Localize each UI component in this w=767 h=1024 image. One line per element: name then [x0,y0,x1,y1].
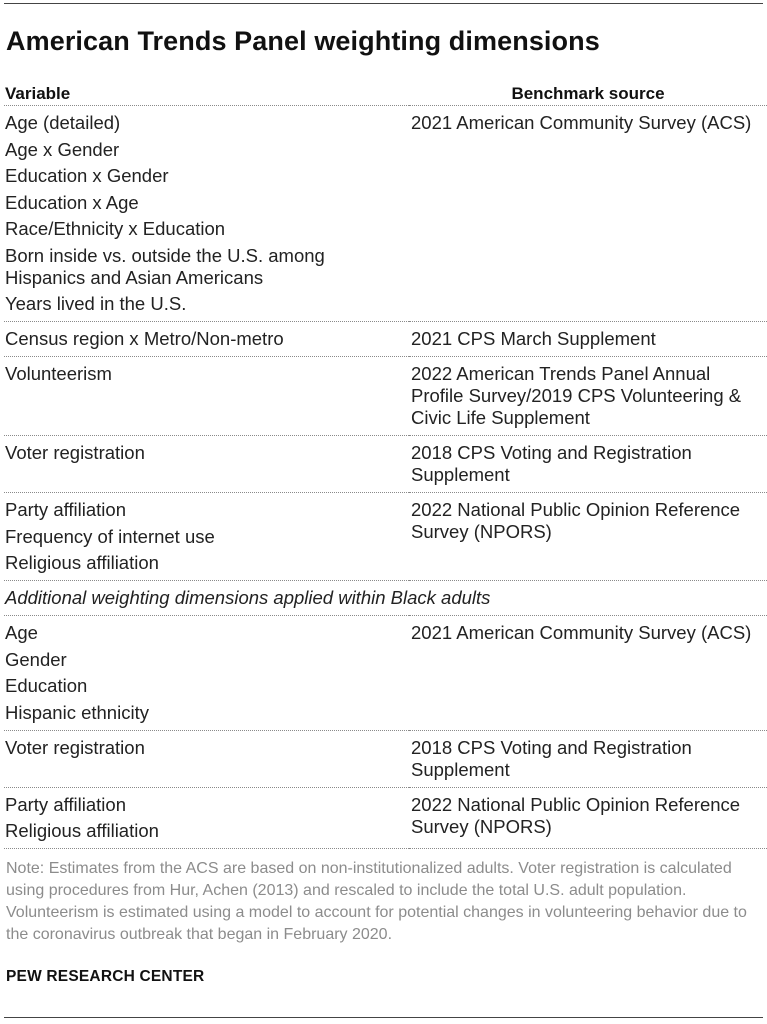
variable-item: Education x Age [5,191,139,213]
variable-item: Party affiliation [5,793,126,815]
table-row [4,616,767,731]
variable-item: Age x Gender [5,138,120,160]
top-rule [4,3,763,4]
source-credit: PEW RESEARCH CENTER [6,968,205,985]
section-label-row [4,581,767,616]
benchmark-cell: 2022 National Public Opinion Reference Survey (NPORS) [409,493,767,581]
note-text: Note: Estimates from the ACS are based on non-institutionalized adults. Voter registration is calculated using procedures from Hur, Achen (2013) and rescaled to include the total U.S. adult population. Volunteerism is estimated using a model to account for potential changes in volunteering behavior due to the coronavirus outbreak that began in February 2020. [6,860,747,943]
variable-item: Race/Ethnicity x Education [5,218,226,239]
variable-item: Age [5,622,38,643]
bottom-rule [4,1017,763,1018]
variable-item: Age (detailed) [5,112,121,133]
variable-item: Census region x Metro/Non-metro [5,328,284,349]
benchmark-cell: 2022 American Trends Panel Annual Profile Survey/2019 CPS Volunteering & Civic Life Supplement [409,357,767,436]
variable-cell [4,787,409,849]
main-rows [4,106,767,581]
variable-item: Religious affiliation [5,820,159,841]
variable-header: Variable [4,82,409,106]
black-section [4,581,767,616]
variable-item: Frequency of internet use [5,525,215,547]
benchmark-cell: 2021 CPS March Supplement [409,322,767,357]
table-row [4,106,767,322]
variable-cell [4,436,409,493]
variable-cell [4,106,409,322]
variable-cell [4,322,409,357]
variable-item: Party affiliation [5,499,126,520]
variable-cell [4,730,409,787]
benchmark-cell: 2018 CPS Voting and Registration Supplement [409,436,767,493]
table-row [4,436,767,493]
table-row [4,787,767,849]
benchmark-cell: 2021 American Community Survey (ACS) [409,616,767,731]
table-row [4,730,767,787]
page-title: American Trends Panel weighting dimensions [6,26,600,56]
variable-item: Education [5,675,88,696]
variable-item: Education x Gender [5,165,169,186]
benchmark-cell: 2021 American Community Survey (ACS) [409,106,767,322]
table-row [4,493,767,581]
black-rows [4,616,767,849]
variable-item: Volunteerism [5,363,112,384]
header-row [4,82,767,106]
variable-item: Voter registration [5,736,145,758]
benchmark-header: Benchmark source [409,82,767,106]
variable-item: Hispanic ethnicity [5,701,149,723]
variable-item: Born inside vs. outside the U.S. among Hispanics and Asian Americans [5,244,325,288]
variable-item: Religious affiliation [5,552,159,573]
benchmark-cell: 2022 National Public Opinion Reference Survey (NPORS) [409,787,767,849]
variable-cell [4,357,409,436]
variable-cell [4,493,409,581]
variable-item: Voter registration [5,442,145,463]
variable-item: Gender [5,648,67,670]
variable-item: Years lived in the U.S. [5,293,187,314]
variable-cell [4,616,409,731]
section-label: Additional weighting dimensions applied within Black adults [4,581,767,616]
table-row [4,357,767,436]
weighting-table [4,82,767,849]
benchmark-cell: 2018 CPS Voting and Registration Supplement [409,730,767,787]
table-row [4,322,767,357]
